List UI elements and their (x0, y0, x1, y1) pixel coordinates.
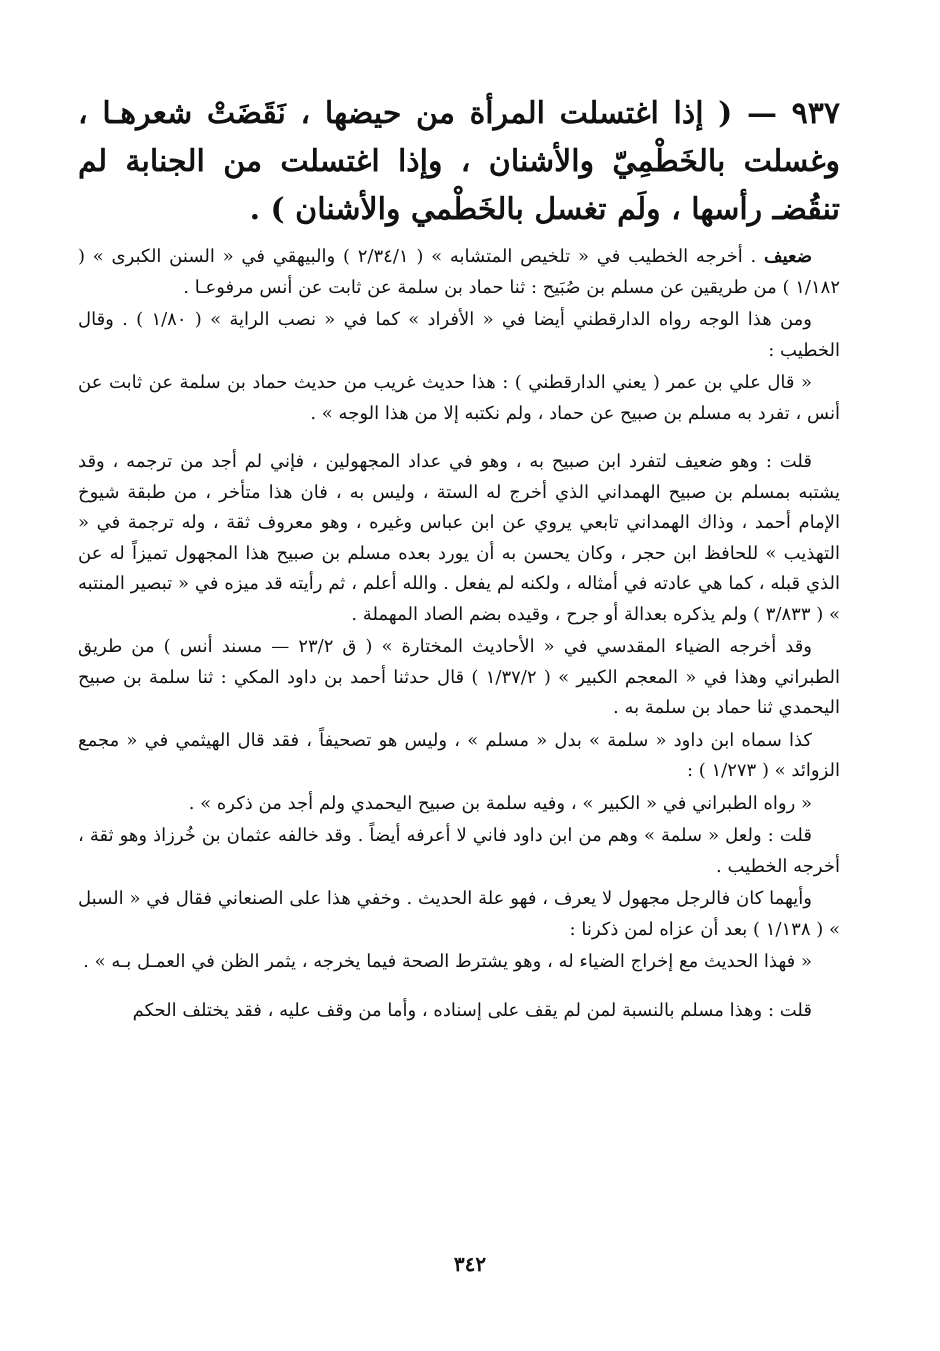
paragraph-grading (78, 242, 840, 303)
paragraph-text: قلت : وهو ضعيف لتفرد ابن صبيح به ، وهو في عداد المجهولين ، فإني لم أجد من ترجمه ، وقد يشتبه بمسلم بن صبيح الهمداني الذي أخرج له الستة ، وليس به ، فان هذا متأخر ، من طبقة شيوخ الإمام أحمد ، وذاك الهمداني تابعي يروي عن ابن عباس وغيره ، وهو معروف ثقة ، وله ترجمة في « التهذيب » للحافظ ابن حجر ، وكان يحسن به أن يورد بعده مسلم بن صبيح هذا المجهول تميزاً له عن الذي قبله ، كما هي عادته في أمثاله ، ولكنه لم يفعل . والله أعلم ، ثم رأيته قد ميزه في « تبصير المنتبه » ( ٣/٨٣٣ ) ولم يذكره بعدالة أو جرح ، وقيده بضم الصاد المهملة . (78, 451, 840, 625)
paragraph-sanani (78, 884, 840, 945)
paragraph-text: « فهذا الحديث مع إخراج الضياء له ، وهو يشترط الصحة فيما يخرجه ، يثمر الظن في العمـل بـه » . (83, 951, 812, 972)
paragraph-text: كذا سماه ابن داود « سلمة » بدل « مسلم » ، وليس هو تصحيفاً ، فقد قال الهيثمي في « مجمع الزوائد » ( ١/٢٧٣ ) : (78, 729, 840, 781)
page-body (78, 90, 840, 1028)
page-number: ٣٤٢ (453, 1252, 487, 1276)
paragraph-salama (78, 821, 840, 882)
paragraph-text: وأيهما كان فالرجل مجهول لا يعرف ، فهو علة الحديث . وخفي هذا على الصنعاني فقال في « السبل » ( ١/١٣٨ ) بعد أن عزاه لمن ذكرنا : (78, 888, 840, 940)
hadith-text: ( إذا اغتسلت المرأة من حيضها ، نَقَضَتْ شعرهـا ، وغسلت بالخَطْمِيّ والأشنان ، وإذا اغتسلت من الجنابة لم تنقُضـ رأسها ، ولَم تغسل بالخَطْمي والأشنان ) . (78, 96, 840, 227)
paragraph-text: « قال علي بن عمر ( يعني الدارقطني ) : هذا حديث غريب من حديث حماد بن سلمة عن ثابت عن أنس ، تفرد به مسلم بن صبيح عن حماد ، ولم نكتبه إلا من هذا الوجه » . (78, 372, 840, 424)
paragraph-text: . أخرجه الخطيب في « تلخيص المتشابه » ( ٢/٣٤/١ ) والبيهقي في « السنن الكبرى » ( ١/١٨٢ ) من طريقين عن مسلم بن صُبَيح : ثنا حماد بن سلمة عن ثابت عن أنس مرفوعـا . (78, 246, 840, 298)
grading-label: ضعيف (763, 246, 812, 267)
hadith-number: ٩٣٧ (791, 96, 840, 131)
hadith-heading (78, 90, 840, 234)
quote-khatib (78, 368, 840, 429)
paragraph-text: قلت : ولعل « سلمة » وهم من ابن داود فاني لا أعرفه أيضاً . وقد خالفه عثمان بن خُرزاذ وهو ثقة ، أخرجه الخطيب . (78, 825, 840, 877)
quote-haythami (78, 789, 840, 820)
paragraph-daraqutni (78, 305, 840, 366)
paragraph-text: ومن هذا الوجه رواه الدارقطني أيضا في « الأفراد » كما في « نصب الراية » ( ١/٨٠ ) . وقال الخطيب : (78, 309, 840, 361)
paragraph-diya (78, 632, 840, 724)
paragraph-final (78, 996, 840, 1027)
paragraph-text: وقد أخرجه الضياء المقدسي في « الأحاديث المختارة » ( ق ٢٣/٢ — مسند أنس ) من طريق الطبراني وهذا في « المعجم الكبير » ( ١/٣٧/٢ ) قال حدثنا أحمد بن داود المكي : ثنا سلمة بن صبيح اليحمدي ثنا حماد بن سلمة به . (78, 636, 841, 718)
hadith-dash: — (747, 96, 778, 131)
paragraph-ibn-dawud (78, 726, 840, 787)
paragraph-commentary (78, 447, 840, 630)
paragraph-text: قلت : وهذا مسلم بالنسبة لمن لم يقف على إسناده ، وأما من وقف عليه ، فقد يختلف الحكم (132, 999, 812, 1021)
quote-subul (78, 947, 840, 978)
paragraph-text: « رواه الطبراني في « الكبير » ، وفيه سلمة بن صبيح اليحمدي ولم أجد من ذكره » . (188, 792, 812, 814)
